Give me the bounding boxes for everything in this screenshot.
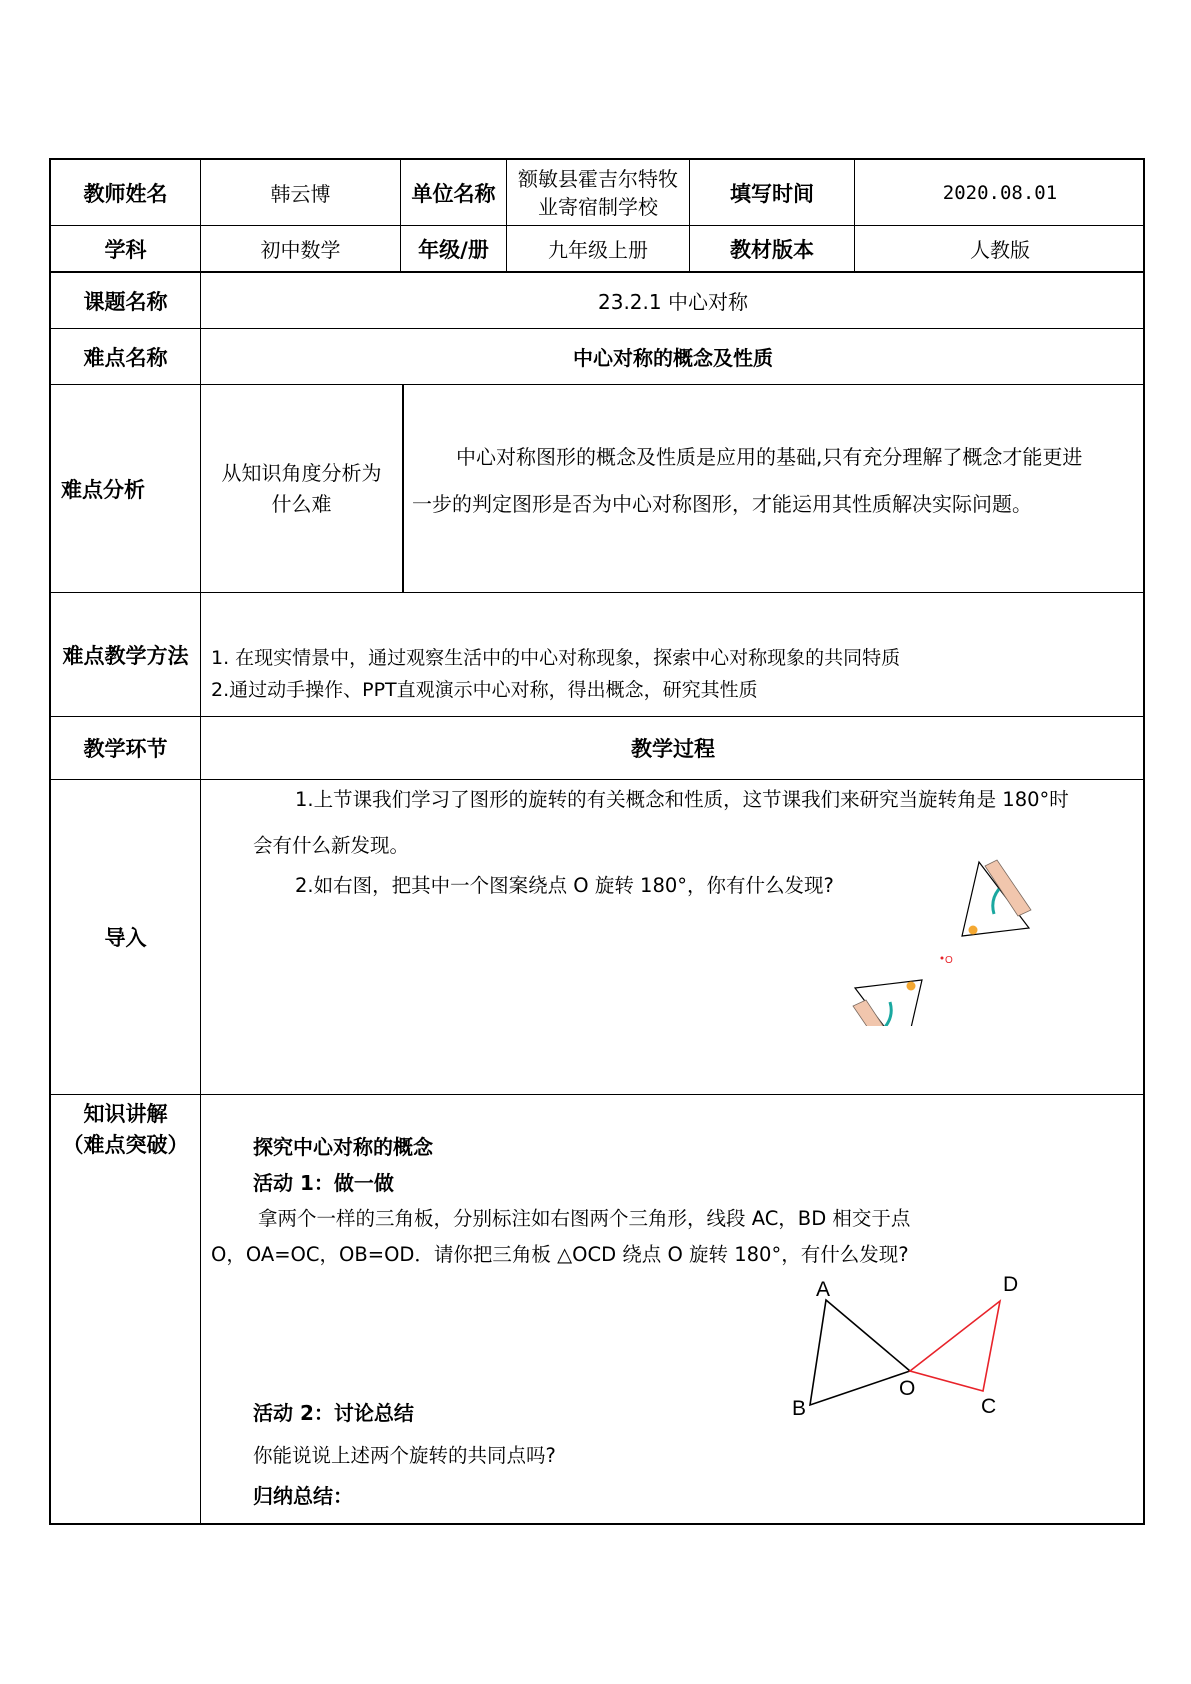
difficulty-row <box>51 329 1143 385</box>
date-value: 2020.08.01 <box>942 181 1058 204</box>
teacher-label: 教师姓名 <box>51 160 201 225</box>
rotation-figure <box>851 846 1051 1026</box>
intro-content <box>201 780 1145 1094</box>
grade-value: 九年级上册 <box>507 226 690 271</box>
summary-label: 归纳总结： <box>253 1484 353 1508</box>
intro-line-2: 会有什么新发现。 <box>253 834 410 857</box>
subject-value: 初中数学 <box>201 226 401 271</box>
method-content <box>201 593 1145 716</box>
unit-name <box>507 160 690 225</box>
analysis-text-line2: 一步的判定图形是否为中心对称图形，才能运用其性质解决实际问题。 <box>412 492 1032 516</box>
analysis-text <box>404 385 1145 592</box>
method-item-2: 2.通过动手操作、PPT直观演示中心对称，得出概念，研究其性质 <box>211 679 758 701</box>
triangle-oab <box>810 1300 910 1405</box>
knowledge-content <box>201 1095 1145 1523</box>
date-label: 填写时间 <box>690 160 855 225</box>
edition-value: 人教版 <box>970 238 1030 262</box>
analysis-sublabel-line2: 什么难 <box>271 491 332 516</box>
analysis-text-line1: 中心对称图形的概念及性质是应用的基础,只有充分理解了概念才能更进 <box>456 445 1083 469</box>
activity1-line-2: O，OA=OC，OB=OD．请你把三角板 △OCD 绕点 O 旋转 180°，有什么发现? <box>211 1243 909 1266</box>
upper-dot <box>969 926 978 935</box>
activity2-title: 活动 2：讨论总结 <box>253 1401 414 1425</box>
header-row-1 <box>51 160 1143 226</box>
unit-label: 单位名称 <box>401 160 507 225</box>
activity1-line-1: 拿两个一样的三角板，分别标注如右图两个三角形，线段 AC，BD 相交于点 <box>258 1207 911 1230</box>
center-point-label: O <box>945 955 953 966</box>
knowledge-label <box>51 1095 201 1523</box>
topic-value: 23.2.1 中心对称 <box>598 290 748 314</box>
lower-dot <box>907 982 916 991</box>
knowledge-heading: 探究中心对称的概念 <box>253 1135 433 1159</box>
analysis-sublabel <box>201 385 404 592</box>
process-header-row <box>51 717 1143 780</box>
unit-name-line2: 业寄宿制学校 <box>538 194 658 219</box>
knowledge-label-line2: （难点突破） <box>62 1133 189 1157</box>
intro-row <box>51 780 1143 1095</box>
teacher-name: 韩云博 <box>201 160 401 225</box>
topic-label: 课题名称 <box>51 273 201 328</box>
analysis-row <box>51 385 1143 593</box>
method-row <box>51 593 1143 717</box>
knowledge-label-line1: 知识讲解 <box>83 1102 168 1126</box>
analysis-sublabel-line1: 从知识角度分析为 <box>221 460 382 485</box>
difficulty-label: 难点名称 <box>51 329 201 384</box>
upper-triangle-pattern <box>962 860 1031 936</box>
topic-row <box>51 272 1143 329</box>
subject-label: 学科 <box>51 226 201 271</box>
method-label: 难点教学方法 <box>51 593 201 716</box>
analysis-label: 难点分析 <box>51 385 201 592</box>
label-c: C <box>981 1395 997 1418</box>
edition-label: 教材版本 <box>690 226 855 271</box>
intro-line-3: 2.如右图，把其中一个图案绕点 O 旋转 180°，你有什么发现? <box>295 874 834 897</box>
knowledge-row <box>51 1095 1143 1523</box>
header-row-2 <box>51 226 1143 272</box>
triangles-figure <box>783 1265 1063 1425</box>
lesson-plan-table <box>49 158 1145 1525</box>
label-d: D <box>1003 1273 1019 1296</box>
center-point <box>941 957 944 960</box>
grade-label: 年级/册 <box>401 226 507 271</box>
label-o: O <box>899 1377 916 1400</box>
difficulty-value: 中心对称的概念及性质 <box>573 346 773 370</box>
lower-triangle-pattern <box>853 980 922 1026</box>
label-a: A <box>816 1278 831 1301</box>
intro-label: 导入 <box>51 780 201 1094</box>
unit-name-line1: 额敏县霍吉尔特牧 <box>518 166 678 191</box>
intro-line-1: 1.上节课我们学习了图形的旋转的有关概念和性质，这节课我们来研究当旋转角是 180°时 <box>295 788 1069 811</box>
activity2-question: 你能说说上述两个旋转的共同点吗? <box>253 1444 556 1467</box>
method-item-1: 1. 在现实情景中，通过观察生活中的中心对称现象，探索中心对称现象的共同特质 <box>211 647 901 669</box>
triangle-ocd <box>910 1301 1000 1391</box>
activity1-title: 活动 1：做一做 <box>253 1171 394 1195</box>
process-title: 教学过程 <box>631 737 715 761</box>
label-b: B <box>792 1397 807 1420</box>
process-stage-label: 教学环节 <box>51 717 201 779</box>
